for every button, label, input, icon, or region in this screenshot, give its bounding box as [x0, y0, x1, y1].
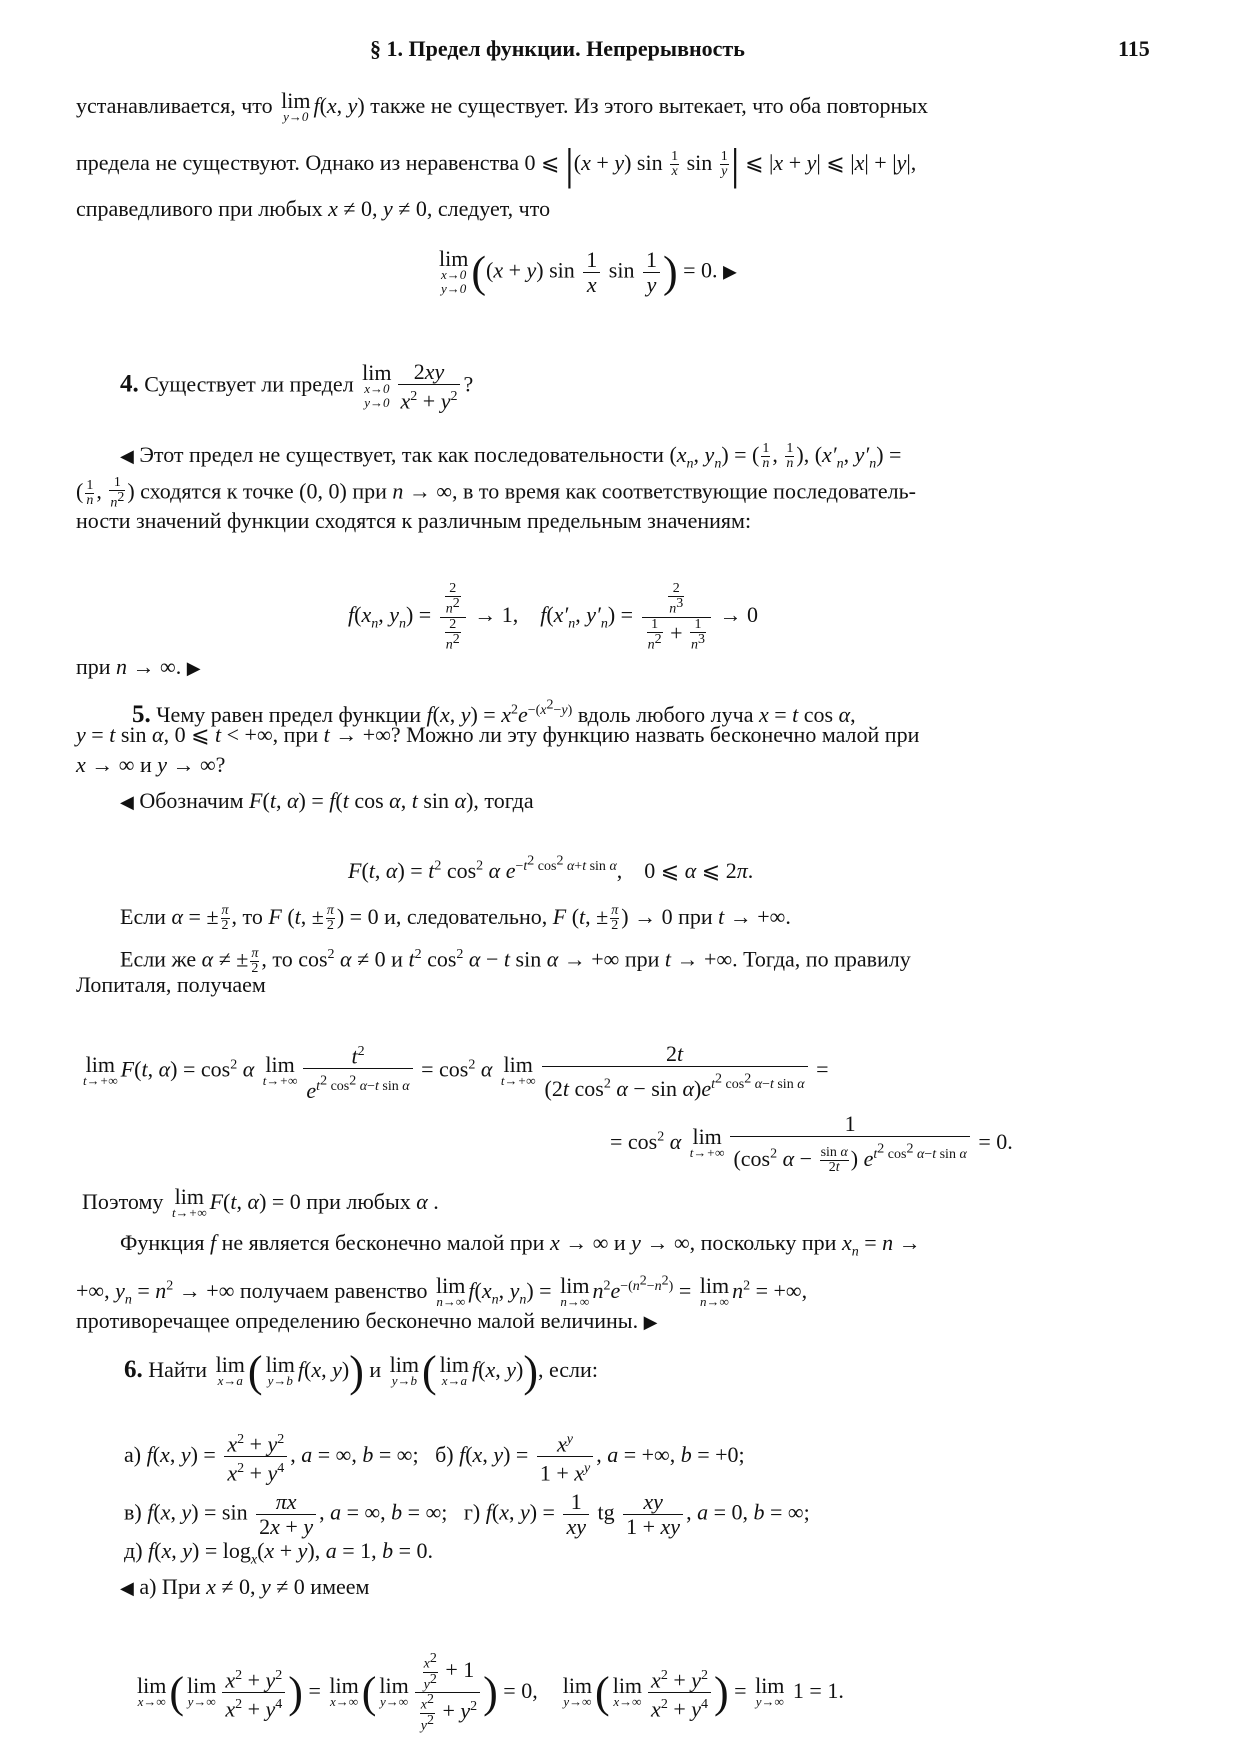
- text-line: x → ∞ и y → ∞?: [76, 752, 226, 777]
- formula-lhopital-2: = $\cos^2 \alpha$ lim t→+∞ 1 ($\cos^2$ α − $\frac{\text{sin α}}{2t}$ ) $e^{t^2 cos^2 \alpha-t sin \alpha}$ = 0.: [610, 1111, 1013, 1176]
- formula-F: F(t, $\alpha) = t^2$ $\cos^2 \alpha$ $e^{-t^2 cos^2 \alpha+t sin \alpha}$, 0 ⩽ α ⩽ 2π.: [348, 853, 754, 883]
- problem-4: 4. Существует ли предел lim x→0 y→0 $\frac{2xy}{x^2 + y^2}$ ?: [120, 359, 474, 414]
- problem-6-v-g: в) f(x, y) = sin $\frac{\pi x}{2x + y}$ , a = ∞, b = ∞; г) f(x, y) = $\frac{1}{xy}$ tg $\frac{xy}{1 + xy}$ , a = 0, b = ∞;: [124, 1489, 810, 1539]
- text-line: Поэтому lim t→+∞ F(t, α) = 0 при любых α .: [82, 1184, 439, 1220]
- page-number: 115: [1118, 36, 1150, 61]
- text-line: противоречащее определению бесконечно малой величины. ▶: [76, 1308, 658, 1333]
- text-line: Лопиталя, получаем: [76, 972, 266, 997]
- start-of-solution-icon: ◀: [120, 446, 134, 466]
- end-of-solution-icon: ▶: [186, 658, 201, 678]
- text-line: при n → ∞. ▶: [76, 654, 201, 679]
- formula-lhopital-1: lim t→+∞ F(t, $\alpha) = \cos^2 \alpha$ lim t→+∞ $\frac{t^2}{e^{t^2 cos^2 \alpha-t sin \alpha}}$ = $\cos^2 \alpha$ lim t→+∞ $\frac{2t}{(2t \cos^2 \alpha - \sin \alpha)e^{t^2 cos^2 \alpha-t sin \alpha}}$ =: [83, 1041, 829, 1104]
- text-line: справедливого при любых x ≠ 0, y ≠ 0, следует, что: [76, 196, 551, 221]
- problem-6-d: д) f(x, $y) = \log_x(x + y)$, a = 1, b = 0.: [124, 1538, 434, 1568]
- text-line: Если же α ≠ ± $\frac{\pi}{2}$ , то $\cos^2 \alpha \ne 0$ и $t^2$ $\cos^2 \alpha - t$ sin α → +∞ при t → +∞. Тогда, по правилу: [120, 945, 911, 976]
- start-of-solution-icon: ◀: [120, 1578, 134, 1598]
- text-line: ◀ Обозначим F(t, α) = f(t cos α, t sin α), тогда: [120, 788, 534, 813]
- start-of-solution-icon: ◀: [120, 792, 134, 812]
- end-of-solution-icon: ▶: [723, 261, 737, 282]
- text-line: предела не существуют. Однако из неравенства 0 ⩽ |(x + y) sin $\frac{1}{x}$ sin $\frac{1}{y}$ | ⩽ |x + y| ⩽ |x| + |y|,: [76, 139, 917, 189]
- running-header: § 1. Предел функции. Непрерывность: [370, 36, 745, 61]
- problem-6-a-b: а) f(x, y) = $\frac{x^2 + y^2}{x^2 + y^4}$ , a = ∞, b = ∞; б) f(x, y) = $\frac{x^y}{1 + x^y}$ , a = +∞, b = +0;: [124, 1428, 745, 1486]
- text-line: ◀ а) При x ≠ 0, y ≠ 0 имеем: [120, 1574, 370, 1599]
- text-line: ◀ Этот предел не существует, так как последовательности ($x_n$, $y_n$) = ( $\frac{1}{n}$ , $\frac{1}{n}$ ), ($x'_n$, $y'_n$) =: [120, 441, 902, 472]
- text-line: ( $\frac{1}{n}$ , $\frac{1}{n^2}$ ) сходятся к точке (0, 0) при n → ∞, в то время как соответствующие последователь-: [76, 475, 916, 511]
- text-line: ности значений функции сходятся к различным предельным значениям:: [76, 508, 752, 533]
- text-line: y = t sin α, 0 ⩽ t < +∞, при t → +∞? Можно ли эту функцию назвать бесконечно малой при: [76, 722, 920, 747]
- end-of-solution-icon: ▶: [643, 1312, 658, 1332]
- text-line: устанавливается, что lim y→0 f(x, y) также не существует. Из этого вытекает, что оба повторных: [76, 88, 929, 124]
- text-line: Если α = ± $\frac{\pi}{2}$ , то F (t, ± $\frac{\pi}{2}$ ) = 0 и, следовательно, F (t, ± $\frac{\pi}{2}$ ) → 0 при t → +∞.: [120, 903, 791, 934]
- formula-6a: lim x→∞ ( lim y→∞ $\frac{x^2 + y^2}{x^2 + y^4}$ ) = lim x→∞ ( lim y→∞ $\frac{x^2}{y^2}$ + 1 $\frac{x^2}{y^2}$ + $y^2$ ) = 0, lim y→∞ ( lim x→∞ $\frac{x^2 + y^2}{x^2 + y^4}$ ) = lim y→∞ 1 = 1.: [137, 1651, 844, 1734]
- text-line: Функция f не является бесконечно малой при x → ∞ и y → ∞, поскольку при $x_n = n$ →: [120, 1230, 921, 1260]
- text-line: +∞, $y_n = n^2$ → +∞ получаем равенство lim n→∞ $f(x_n$, $y_n) = \lim$ n→∞ $n^2e^{-(n^2-n^2)} = \lim$ n→∞ $n^2$ = +∞,: [76, 1272, 808, 1309]
- formula-limit-zero: lim x→0 y→0 ((x + y) sin $\frac{1}{x}$ sin $\frac{1}{y}$ ) = 0. ▶: [439, 245, 737, 297]
- problem-6: 6. Найти lim x→a ( lim y→b f(x, y)) и lim y→b ( lim x→a f(x, y)), если:: [124, 1347, 598, 1396]
- problem-5: 5. Чему равен предел функции f(x, $y) = x^2e^{-(x^2-y)}$ вдоль любого луча x = t cos α,: [132, 697, 856, 728]
- formula-sequences: $f(x_n$, $y_n$) = $\frac{\frac{2}{n^2}}{\frac{2}{n^2}}$ → 1, $f(x'_n$, $y'_n$) = $\frac{2}{n^3}$ $\frac{1}{n^2}$ + $\frac{1}{n^3}$ → 0: [348, 581, 758, 653]
